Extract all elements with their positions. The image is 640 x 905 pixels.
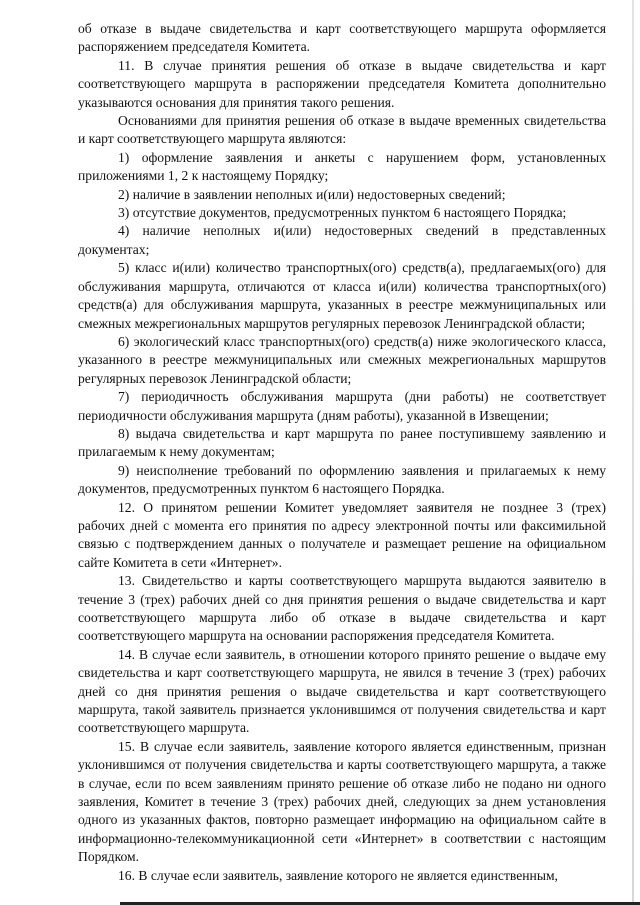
list-item-4: 4) наличие неполных и(или) недостоверных сведений в представленных документах; — [78, 223, 606, 257]
list-item-3: 3) отсутствие документов, предусмотренных пунктом 6 настоящего Порядка; — [118, 205, 567, 221]
paragraph-13: 13. Свидетельство и карты соответствующего маршрута выдаются заявителю в течение 3 (трех) рабочих дней со дня принятия решения о выдаче свидетельства и карт соответствующего маршрута либо об отказе в выдаче свидетельства и карт соответствующего маршрута на основании распоряжения председателя Комитета. — [78, 573, 606, 644]
scan-edge-shadow — [632, 0, 634, 905]
list-item-6: 6) экологический класс транспортных(ого) средств(а) ниже экологического класса, указанного в реестре межмуниципальных или смежных межрегиональных маршрутов регулярных перевозок Ленинградской области; — [78, 333, 606, 386]
paragraph-14: 14. В случае если заявитель, в отношении которого принято решение о выдаче ему свидетельства и карт соответствующего маршрута, не явился в течение 3 (трех) рабочих дней со дня принятия решения о выдаче свидетельства и карт соответствующего маршрута, такой заявитель признается уклонившимся от получения свидетельства и карт соответствующего маршрута. — [78, 646, 606, 736]
list-item-1: 1) оформление заявления и анкеты с нарушением форм, установленных приложениями 1, 2 к настоящему Порядку; — [78, 149, 606, 184]
paragraph-16: 16. В случае если заявитель, заявление которого не является единственным, — [118, 867, 558, 883]
list-item-5: 5) класс и(или) количество транспортных(ого) средств(а), предлагаемых(ого) для обслуживания маршрута, отличаются от класса и(или) количества транспортных(ого) средств(а) для обслуживания маршрута, указанных в реестре межмуниципальных или смежных межрегиональных маршрутов регулярных перевозок Ленинградской области; — [78, 260, 606, 331]
paragraph-11: 11. В случае принятия решения об отказе в выдаче свидетельства и карт соответствующего маршрута в распоряжении председателя Комитета дополнительно указываются основания для принятия такого решения. — [78, 57, 606, 110]
paragraph-continuation: об отказе в выдаче свидетельства и карт соответствующего маршрута оформляется распоряжением председателя Комитета. — [78, 21, 606, 55]
paragraph-grounds-intro: Основаниями для принятия решения об отказе в выдаче временных свидетельства и карт соответствующего маршрута являются: — [78, 113, 606, 147]
list-item-8: 8) выдача свидетельства и карт маршрута по ранее поступившему заявлению и прилагаемым к нему документам; — [78, 425, 606, 460]
paragraph-15: 15. В случае если заявитель, заявление которого является единственным, признан уклонившимся от получения свидетельства и карты соответствующего маршрута, а также в случае, если по всем заявлениям принято решение об отказе либо не подано ни одного заявления, Комитет в течение 3 (трех) рабочих дней, следующих за днем установления одного из указанных фактов, повторно размещает информацию на официальном сайте в информационно-телекоммуникационной сети «Интернет» в соответствии с настоящим Порядком. — [78, 738, 606, 865]
paragraph-12: 12. О принятом решении Комитет уведомляет заявителя не позднее 3 (трех) рабочих дней с момента его принятия по адресу электронной почты или факсимильной связью с подтверждением данных о получателе и размещает решение на официальном сайте Комитета в сети «Интернет». — [78, 499, 606, 570]
list-item-9: 9) неисполнение требований по оформлению заявления и прилагаемых к нему документов, предусмотренных пунктом 6 настоящего Порядка. — [78, 462, 606, 497]
list-item-2: 2) наличие в заявлении неполных и(или) недостоверных сведений; — [118, 186, 506, 202]
list-item-7: 7) периодичность обслуживания маршрута (дни работы) не соответствует периодичности обслуживания маршрута (дням работы), указанной в Извещении; — [78, 389, 606, 423]
